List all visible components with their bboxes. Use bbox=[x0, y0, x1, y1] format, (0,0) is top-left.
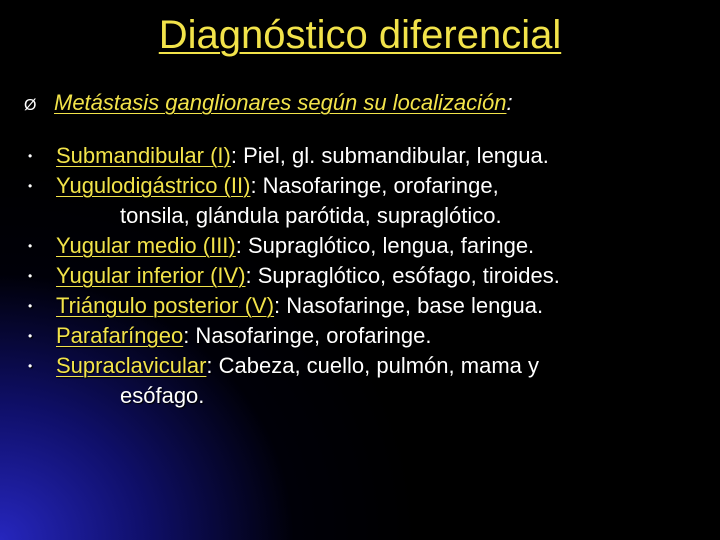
slide-title: Diagnóstico diferencial bbox=[158, 13, 562, 57]
list-item bbox=[24, 261, 714, 291]
bullet-icon: • bbox=[28, 149, 33, 163]
intro-colon: : bbox=[506, 90, 513, 115]
bullet-icon: • bbox=[28, 269, 33, 283]
item-continuation: esófago. bbox=[120, 383, 205, 408]
intro-underlined-text: Metástasis ganglionares según su localización bbox=[54, 90, 507, 115]
arrow-bullet-icon: Ø bbox=[24, 97, 37, 114]
list-item bbox=[24, 351, 714, 411]
item-label: Yugulodigástrico (II) bbox=[56, 173, 251, 198]
bullet-list bbox=[24, 141, 714, 411]
intro-line bbox=[24, 88, 704, 121]
list-item bbox=[24, 141, 714, 171]
bullet-icon: • bbox=[28, 239, 33, 253]
list-item bbox=[24, 171, 714, 231]
bullet-icon: • bbox=[28, 299, 33, 313]
item-text: : Nasofaringe, base lengua. bbox=[274, 293, 544, 318]
item-text: : Nasofaringe, orofaringe, bbox=[250, 173, 499, 198]
list-item bbox=[24, 231, 714, 261]
bullet-icon: • bbox=[28, 179, 33, 193]
item-text: : Nasofaringe, orofaringe. bbox=[183, 323, 432, 348]
list-item bbox=[24, 291, 714, 321]
item-text: : Cabeza, cuello, pulmón, mama y bbox=[206, 353, 540, 378]
item-label: Yugular inferior (IV) bbox=[56, 263, 246, 288]
item-text: : Supraglótico, lengua, faringe. bbox=[235, 233, 535, 258]
list-item bbox=[24, 321, 714, 351]
bullet-icon: • bbox=[28, 359, 33, 373]
item-label: Yugular medio (III) bbox=[56, 233, 236, 258]
item-label: Submandibular (I) bbox=[56, 143, 231, 168]
item-text: : Supraglótico, esófago, tiroides. bbox=[245, 263, 560, 288]
item-label: Parafaríngeo bbox=[56, 323, 184, 348]
item-text: : Piel, gl. submandibular, lengua. bbox=[230, 143, 549, 168]
item-continuation: tonsila, glándula parótida, supraglótico. bbox=[120, 203, 502, 228]
item-label: Supraclavicular bbox=[56, 353, 207, 378]
item-label: Triángulo posterior (V) bbox=[56, 293, 275, 318]
bullet-icon: • bbox=[28, 329, 33, 343]
